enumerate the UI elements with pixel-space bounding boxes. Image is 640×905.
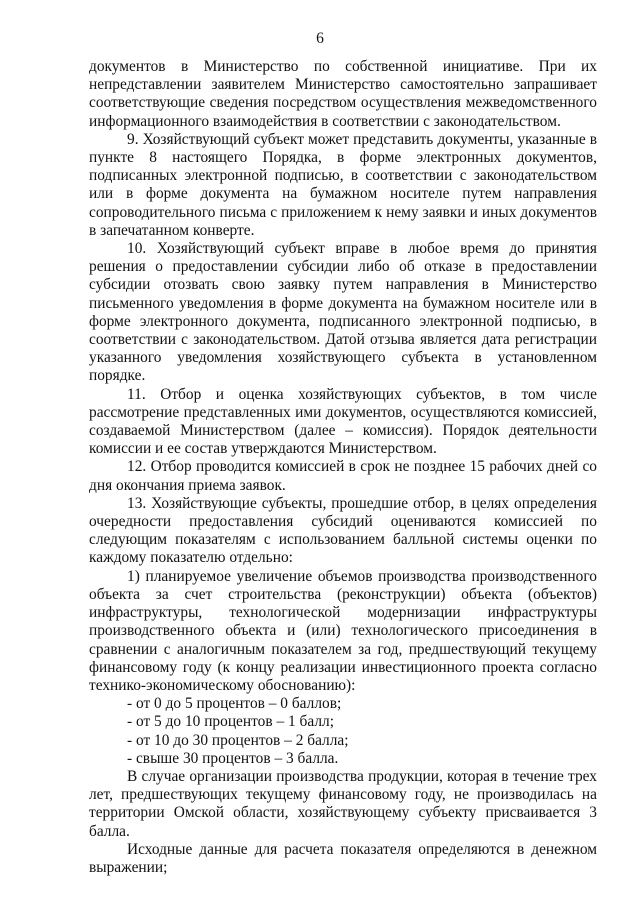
paragraph-clause-9: 9. Хозяйствующий субъект может представить документы, указанные в пункте 8 настоящего Порядка, в форме электронных документов, подписанных электронной подписью, в соответствии с законодательством или в форме документа на бумажном носителе путем направления сопроводительного письма с приложением к нему заявки и иных документов в запечатанном конверте. (89, 130, 597, 239)
paragraph-source-data: Исходные данные для расчета показателя определяются в денежном выражении; (89, 840, 597, 876)
document-body (89, 58, 597, 877)
list-item-score-1: - от 5 до 10 процентов – 1 балл; (127, 713, 334, 731)
paragraph-clause-13: 13. Хозяйствующие субъекты, прошедшие отбор, в целях определения очередности предоставления субсидий оцениваются комиссией по следующим показателям с использованием балльной системы оценки по каждому показателю отдельно: (89, 494, 597, 567)
paragraph-clause-12: 12. Отбор проводится комиссией в срок не позднее 15 рабочих дней со дня окончания приема заявок. (89, 458, 597, 494)
paragraph-new-production: В случае организации производства продукции, которая в течение трех лет, предшествующих текущему финансовому году, не производилась на территории Омской области, хозяйствующему субъекту присваивается 3 балла. (89, 767, 597, 840)
list-item-score-3: - свыше 30 процентов – 3 балла. (127, 749, 339, 767)
page-number: 6 (316, 30, 324, 47)
paragraph-indicator-1: 1) планируемое увеличение объемов производства производственного объекта за счет строительства (реконструкции) объекта (объектов) инфраструктуры, технологической модернизации инфраструктуры производственного объекта и (или) технологического присоединения в сравнении с аналогичным показателем за год, предшествующий текущему финансовому году (к концу реализации инвестиционного проекта согласно технико-экономическому обоснованию): (89, 567, 597, 694)
paragraph-clause-10: 10. Хозяйствующий субъект вправе в любое время до принятия решения о предоставлении субсидии либо об отказе в предоставлении субсидии отозвать свою заявку путем направления в Министерство письменного уведомления в форме документа на бумажном носителе или в форме электронного документа, подписанного электронной подписью, в соответствии с законодательством. Датой отзыва является дата регистрации указанного уведомления хозяйствующего субъекта в установленном порядке. (89, 240, 597, 385)
list-item-score-0: - от 0 до 5 процентов – 0 баллов; (127, 695, 342, 713)
paragraph-clause-11: 11. Отбор и оценка хозяйствующих субъектов, в том числе рассмотрение представленных ими документов, осуществляются комиссией, создаваемой Министерством (далее – комиссия). Порядок деятельности комиссии и ее состав утверждаются Министерством. (89, 385, 597, 458)
paragraph-continuation: документов в Министерство по собственной инициативе. При их непредставлении заявителем Министерство самостоятельно запрашивает соответствующие сведения посредством осуществления межведомственного информационного взаимодействия в соответствии с законодательством. (89, 58, 597, 130)
list-item-score-2: - от 10 до 30 процентов – 2 балла; (127, 731, 349, 749)
